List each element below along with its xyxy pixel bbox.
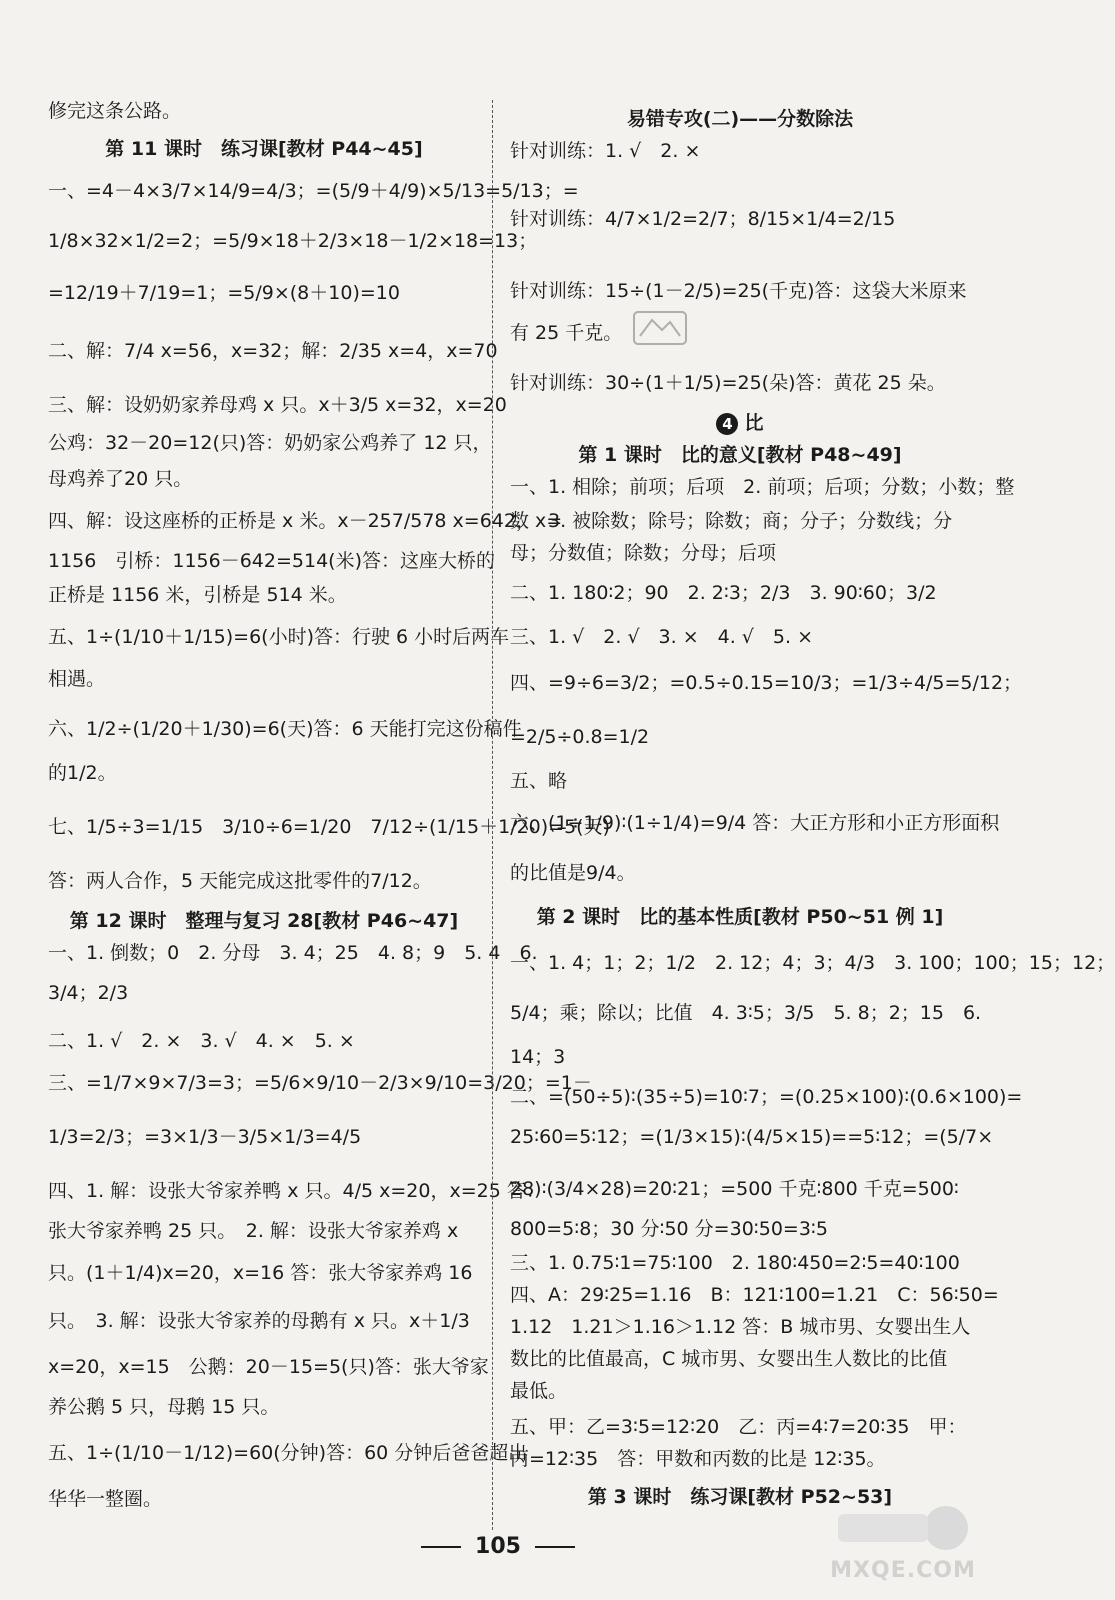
text-line: 三、1. √ 2. √ 3. × 4. √ 5. × bbox=[510, 626, 813, 648]
lesson-heading: 第 3 课时 练习课[教材 P52~53] bbox=[587, 1486, 893, 1508]
text-line: 一、1. 相除；前项；后项 2. 前项；后项；分数；小数；整 bbox=[510, 476, 1015, 498]
lesson-heading: 第 11 课时 练习课[教材 P44~45] bbox=[105, 138, 423, 160]
text-line: 针对训练：4/7×1/2=2/7；8/15×1/4=2/15 bbox=[510, 208, 896, 230]
text-line: 三、=1/7×9×7/3=3；=5/6×9/10－2/3×9/10=3/20；=1－ bbox=[48, 1072, 592, 1094]
text-line: 5/4；乘；除以；比值 4. 3∶5；3/5 5. 8；2；15 6. bbox=[510, 1002, 982, 1024]
text-line: 一、1. 倒数；0 2. 分母 3. 4；25 4. 8；9 5. 4 6. bbox=[48, 942, 538, 964]
text-line: 正桥是 1156 米，引桥是 514 米。 bbox=[48, 584, 347, 606]
text-line: 五、1÷(1/10－1/12)=60(分钟)答：60 分钟后爸爸超出 bbox=[48, 1442, 528, 1464]
text-line: 14；3 bbox=[510, 1046, 566, 1068]
section-number-badge: 4 bbox=[716, 413, 738, 435]
text-line: 25∶60=5∶12；=(1/3×15)∶(4/5×15)==5∶12；=(5/7× bbox=[510, 1126, 994, 1148]
text-line: =2/5÷0.8=1/2 bbox=[510, 726, 650, 748]
stamp-logo-icon bbox=[628, 306, 692, 350]
text-line: 二、1. 180∶2；90 2. 2∶3；2/3 3. 90∶60；3/2 bbox=[510, 582, 937, 604]
watermark-icon bbox=[828, 1500, 978, 1560]
text-line: 四、=9÷6=3/2；=0.5÷0.15=10/3；=1/3÷4/5=5/12； bbox=[510, 672, 1023, 694]
watermark-logo bbox=[828, 1500, 978, 1590]
text-line: 800=5∶8；30 分∶50 分=30∶50=3∶5 bbox=[510, 1218, 828, 1240]
text-line: 六、(1÷1/9)∶(1÷1/4)=9/4 答：大正方形和小正方形面积 bbox=[510, 812, 1000, 834]
text-line: 1/8×32×1/2=2；=5/9×18＋2/3×18－1/2×18=13； bbox=[48, 230, 538, 252]
watermark-text: MXQE.COM bbox=[830, 1558, 976, 1583]
text-line: 答：两人合作，5 天能完成这批零件的7/12。 bbox=[48, 870, 432, 892]
text-line: 的1/2。 bbox=[48, 762, 117, 784]
text-line: 养公鹅 5 只，母鹅 15 只。 bbox=[48, 1396, 280, 1418]
text-line: 三、解：设奶奶家养母鸡 x 只。x＋3/5 x=32，x=20 bbox=[48, 394, 507, 416]
lesson-heading: 第 1 课时 比的意义[教材 P48~49] bbox=[578, 444, 902, 466]
text-line: 的比值是9/4。 bbox=[510, 862, 636, 884]
lesson-heading: 第 12 课时 整理与复习 28[教材 P46~47] bbox=[69, 910, 459, 932]
section-heading: 易错专攻(二)——分数除法 bbox=[626, 108, 854, 130]
column-divider bbox=[492, 100, 493, 1530]
text-line: 针对训练：30÷(1＋1/5)=25(朵)答：黄花 25 朵。 bbox=[510, 372, 946, 394]
text-line: 四、1. 解：设张大爷家养鸭 x 只。4/5 x=20，x=25 答： bbox=[48, 1180, 545, 1202]
text-line: 28)∶(3/4×28)=20∶21；=500 千克∶800 千克=500∶ bbox=[510, 1178, 959, 1200]
text-line: 修完这条公路。 bbox=[48, 100, 182, 122]
text-line: 有 25 千克。 bbox=[510, 322, 623, 344]
text-line: 七、1/5÷3=1/15 3/10÷6=1/20 7/12÷(1/15＋1/20)=5(天) bbox=[48, 816, 611, 838]
text-line: 一、=4－4×3/7×14/9=4/3；=(5/9＋4/9)×5/13=5/13；= bbox=[48, 180, 579, 202]
text-line: x=20，x=15 公鹅：20－15=5(只)答：张大爷家 bbox=[48, 1356, 489, 1378]
text-line: 一、1. 4；1；2；1/2 2. 12；4；3；4/3 3. 100；100；15；12； bbox=[510, 952, 1115, 974]
text-line: 只。(1＋1/4)x=20，x=16 答：张大爷家养鸡 16 bbox=[48, 1262, 473, 1284]
text-line: 针对训练：15÷(1－2/5)=25(千克)答：这袋大米原来 bbox=[510, 280, 967, 302]
page-number-text: 105 bbox=[475, 1534, 521, 1559]
unit-heading bbox=[510, 412, 970, 435]
page-number-dash bbox=[421, 1546, 461, 1548]
text-line: 张大爷家养鸭 25 只。 2. 解：设张大爷家养鸡 x bbox=[48, 1220, 459, 1242]
text-line: 四、A：29∶25=1.16 B：121∶100=1.21 C：56∶50= bbox=[510, 1284, 999, 1306]
text-line: 数比的比值最高，C 城市男、女婴出生人数比的比值 bbox=[510, 1348, 948, 1370]
text-line: 1.12 1.21＞1.16＞1.12 答：B 城市男、女婴出生人 bbox=[510, 1316, 971, 1338]
text-line: 针对训练：1. √ 2. × bbox=[510, 140, 701, 162]
text-line: 最低。 bbox=[510, 1380, 568, 1402]
text-line: 三、1. 0.75∶1=75∶100 2. 180∶450=2∶5=40∶100 bbox=[510, 1252, 960, 1274]
text-line: 六、1/2÷(1/20＋1/30)=6(天)答：6 天能打完这份稿件 bbox=[48, 718, 522, 740]
text-line: 五、略 bbox=[510, 770, 568, 792]
text-line: 五、甲：乙=3∶5=12∶20 乙：丙=4∶7=20∶35 甲： bbox=[510, 1416, 967, 1438]
text-line: 只。 3. 解：设张大爷家养的母鹅有 x 只。x＋1/3 bbox=[48, 1310, 470, 1332]
text-line: 数 3. 被除数；除号；除数；商；分子；分数线；分 bbox=[510, 510, 953, 532]
text-line: 相遇。 bbox=[48, 668, 106, 690]
text-line: 五、1÷(1/10＋1/15)=6(小时)答：行驶 6 小时后两车 bbox=[48, 626, 510, 648]
text-line: 公鸡：32－20=12(只)答：奶奶家公鸡养了 12 只， bbox=[48, 432, 492, 454]
text-line: 华华一整圈。 bbox=[48, 1488, 163, 1510]
lesson-heading: 第 2 课时 比的基本性质[教材 P50~51 例 1] bbox=[536, 906, 944, 928]
text-line: 二、=(50÷5)∶(35÷5)=10∶7；=(0.25×100)∶(0.6×100)= bbox=[510, 1086, 1023, 1108]
text-line: 母鸡养了20 只。 bbox=[48, 468, 193, 490]
text-line: 1/3=2/3；=3×1/3－3/5×1/3=4/5 bbox=[48, 1126, 362, 1148]
text-line: 母；分数值；除数；分母；后项 bbox=[510, 542, 777, 564]
text-line: 1156 引桥：1156－642=514(米)答：这座大桥的 bbox=[48, 550, 495, 572]
text-line: 二、解：7/4 x=56，x=32；解：2/35 x=4，x=70 bbox=[48, 340, 498, 362]
text-line: 3/4；2/3 bbox=[48, 982, 129, 1004]
text-line: =12/19＋7/19=1；=5/9×(8＋10)=10 bbox=[48, 282, 400, 304]
page-number-dash bbox=[535, 1546, 575, 1548]
text-line: 四、解：设这座桥的正桥是 x 米。x－257/578 x=642，x= bbox=[48, 510, 563, 532]
text-line: 二、1. √ 2. × 3. √ 4. × 5. × bbox=[48, 1030, 355, 1052]
unit-title: 比 bbox=[744, 412, 764, 434]
text-line: 丙=12∶35 答：甲数和丙数的比是 12∶35。 bbox=[510, 1448, 886, 1470]
